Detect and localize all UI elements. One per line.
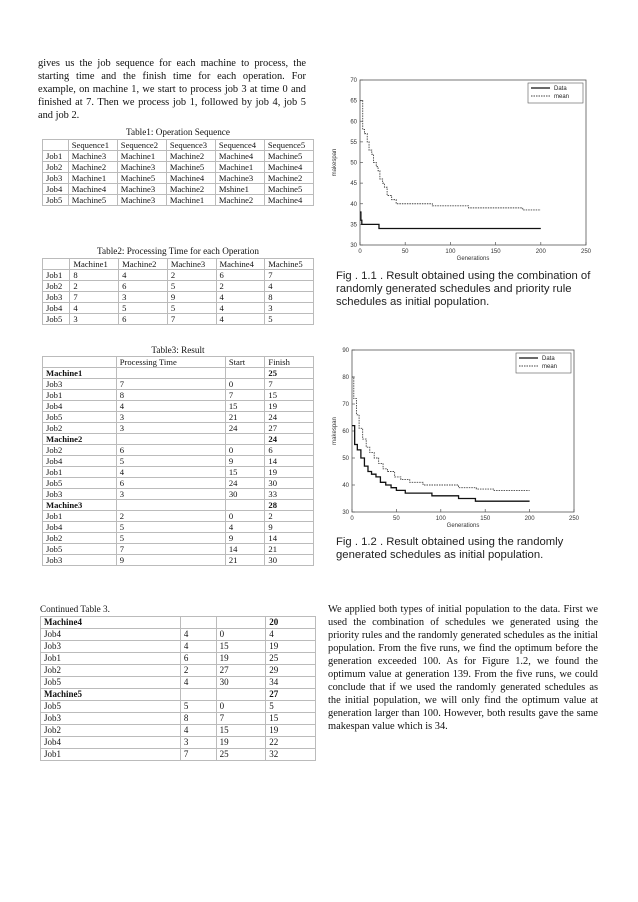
table-cell: 19 [266, 725, 316, 737]
table-cell: Machine3 [117, 195, 166, 206]
table-cell: Mshine1 [215, 184, 264, 195]
table-row [43, 173, 314, 184]
y-axis-label: makespan [332, 417, 338, 445]
table1 [42, 139, 314, 206]
table-header-row [43, 140, 314, 151]
table-cell: Machine4 [216, 259, 265, 270]
table-cell: Machine2 [166, 151, 215, 162]
table-row [43, 184, 314, 195]
table-cell: Job3 [43, 173, 69, 184]
table-cell: 9 [167, 292, 216, 303]
table-cell: Job1 [41, 749, 181, 761]
legend-entry: mean [542, 364, 558, 370]
table-cell: Machine3 [117, 184, 166, 195]
table-cell: 15 [216, 725, 266, 737]
table-cell: 19 [265, 401, 314, 412]
table-cell: Job1 [43, 390, 117, 401]
x-tick-label: 150 [480, 516, 491, 522]
table-cell [225, 434, 265, 445]
table-cell: Sequence1 [68, 140, 117, 151]
plot-area [352, 350, 574, 512]
table-cell: Job2 [43, 423, 117, 434]
table-cell: 4 [265, 281, 314, 292]
table-cell: Sequence2 [117, 140, 166, 151]
table-cell: 15 [216, 641, 266, 653]
x-tick-label: 200 [524, 516, 535, 522]
table-cell: Job3 [41, 641, 181, 653]
table-cell: Machine4 [264, 162, 313, 173]
table-cell: 27 [266, 689, 316, 701]
table-cell: Finish [265, 357, 314, 368]
table-row [43, 314, 314, 325]
table-cell: 2 [216, 281, 265, 292]
table-cell: 3 [265, 303, 314, 314]
table-cell: 15 [265, 390, 314, 401]
table2 [42, 258, 314, 325]
table-cell: Job3 [43, 379, 117, 390]
table-cell: Machine4 [41, 617, 181, 629]
table-cell: Processing Time [116, 357, 225, 368]
table-cell: 19 [265, 467, 314, 478]
table-cell: Job3 [43, 555, 117, 566]
table-cell: 34 [266, 677, 316, 689]
table-cell: 27 [265, 423, 314, 434]
table-cell: 21 [225, 555, 265, 566]
table-cell: Machine1 [43, 368, 117, 379]
table-cell: 7 [180, 749, 216, 761]
table-cell: Job5 [43, 544, 117, 555]
table-cell: 4 [180, 629, 216, 641]
table-row [43, 555, 314, 566]
y-tick-label: 30 [350, 243, 357, 249]
table-row [43, 511, 314, 522]
table-cell: 3 [119, 292, 168, 303]
table-cell: 4 [216, 292, 265, 303]
x-tick-label: 50 [393, 516, 400, 522]
table-cell: Job2 [43, 281, 70, 292]
figure-1-1-caption: Fig . 1.1 . Result obtained using the combination of randomly generated schedules and priority rule schedules as initial population. [336, 270, 591, 308]
table-cell: 5 [119, 303, 168, 314]
table-row [41, 665, 316, 677]
table-cell: 0 [216, 701, 266, 713]
table-cell: 5 [265, 314, 314, 325]
table-cell: 5 [116, 533, 225, 544]
table-cell: 25 [265, 368, 314, 379]
table-cell: 21 [225, 412, 265, 423]
table-cell: 3 [116, 412, 225, 423]
table2-caption: Table2: Processing Time for each Operation [97, 246, 259, 256]
table-cell [116, 368, 225, 379]
plot-area [360, 80, 586, 245]
x-tick-label: 150 [490, 249, 501, 255]
table-row [43, 303, 314, 314]
table-cell: Machine2 [166, 184, 215, 195]
table-cell: 3 [70, 314, 119, 325]
table-cell: 7 [167, 314, 216, 325]
x-tick-label: 0 [358, 249, 362, 255]
table-cell: Machine5 [265, 259, 314, 270]
table-cell: 4 [180, 725, 216, 737]
table-cell: Job5 [43, 412, 117, 423]
x-tick-label: 50 [401, 249, 409, 255]
y-tick-label: 40 [350, 201, 357, 208]
table-cell: 5 [116, 522, 225, 533]
table-cell: 20 [266, 617, 316, 629]
table-cell: 0 [216, 629, 266, 641]
table-cell: 6 [119, 314, 168, 325]
table3b-caption: Continued Table 3. [40, 604, 110, 614]
y-tick-label: 50 [350, 160, 357, 167]
table-cell: 5 [266, 701, 316, 713]
table-cell: Machine5 [264, 184, 313, 195]
table-cell: 24 [265, 434, 314, 445]
table-cell: Machine5 [117, 173, 166, 184]
table-cell: Machine2 [215, 195, 264, 206]
table-row [41, 725, 316, 737]
table-cell: Job2 [43, 162, 69, 173]
table-cell: 2 [70, 281, 119, 292]
table-cell: Sequence5 [264, 140, 313, 151]
table-cell: 28 [265, 500, 314, 511]
table-row [43, 533, 314, 544]
table-cell: Machine5 [41, 689, 181, 701]
table-cell: 6 [216, 270, 265, 281]
table-row [43, 379, 314, 390]
table-cell: 8 [180, 713, 216, 725]
table-header-row [43, 357, 314, 368]
table-row [43, 195, 314, 206]
table-cell: 4 [116, 401, 225, 412]
table-cell: 8 [70, 270, 119, 281]
table-cell: Machine5 [264, 151, 313, 162]
table-cell: 24 [225, 478, 265, 489]
table-cell: Job4 [41, 737, 181, 749]
table-cell: 15 [266, 713, 316, 725]
table-row [41, 653, 316, 665]
table-cell: Job2 [43, 445, 117, 456]
table-cell: 9 [225, 456, 265, 467]
table-cell: Machine3 [117, 162, 166, 173]
table-row [41, 617, 316, 629]
x-axis-label: Generations [456, 256, 490, 261]
table-row [41, 737, 316, 749]
table-cell: Job4 [43, 303, 70, 314]
table-cell [216, 689, 266, 701]
table-cell: 4 [266, 629, 316, 641]
table-cell: 25 [266, 653, 316, 665]
table-cell: 3 [116, 423, 225, 434]
table-cell: 22 [266, 737, 316, 749]
table-cell: 4 [70, 303, 119, 314]
table-cell: Job3 [43, 489, 117, 500]
table-cell: 2 [180, 665, 216, 677]
table-cell: 0 [225, 445, 265, 456]
table-row [43, 401, 314, 412]
table-cell: 33 [265, 489, 314, 500]
table-cell: 4 [116, 467, 225, 478]
legend-entry: mean [554, 94, 570, 100]
table-cell: 30 [265, 478, 314, 489]
table-row [43, 390, 314, 401]
x-tick-label: 250 [580, 249, 592, 255]
table-cell: 6 [116, 445, 225, 456]
table-cell: Machine1 [70, 259, 119, 270]
table-cell: 7 [116, 379, 225, 390]
table-row [43, 423, 314, 434]
table-row [43, 445, 314, 456]
table-cell [116, 434, 225, 445]
table-cell: 0 [225, 511, 265, 522]
y-tick-label: 45 [350, 181, 357, 188]
table-cell: 7 [265, 270, 314, 281]
table-cell: 6 [119, 281, 168, 292]
table-cell: Job1 [43, 511, 117, 522]
table-cell: 14 [265, 533, 314, 544]
table-cell: 3 [180, 737, 216, 749]
table-cell [43, 140, 69, 151]
legend-entry: Data [554, 86, 567, 92]
conclusion-paragraph: We applied both types of initial population to the data. First we used the combination of schedules we generated using the priority rules and the randomly generated schedules as the initial population. From the five runs, we find the optimum before the generation exceeded 100. As for Figure 1.2, we found the optimum value at generation 139. From the five runs, we could conclude that if we used the randomly generated schedules as the initial population, we will only find the optimum value at generation larger than 100. However, both results gave the same makespan value which is 34. [328, 604, 598, 732]
table-cell [216, 617, 266, 629]
table-cell: 5 [180, 701, 216, 713]
table-cell: Job1 [43, 467, 117, 478]
figure-1-2-chart [328, 344, 592, 530]
table-cell: 6 [180, 653, 216, 665]
table-row [43, 467, 314, 478]
table1-caption: Table1: Operation Sequence [126, 127, 230, 137]
table-row [43, 456, 314, 467]
table-row [43, 412, 314, 423]
y-axis-label: makespan [332, 148, 338, 177]
table-cell: Machine1 [68, 173, 117, 184]
table-row [43, 522, 314, 533]
table-cell: 9 [116, 555, 225, 566]
table-cell: Job4 [43, 522, 117, 533]
table-cell: 3 [116, 489, 225, 500]
table-cell: 2 [116, 511, 225, 522]
table-cell: 24 [265, 412, 314, 423]
table-cell: Job4 [43, 184, 69, 195]
table-cell: 7 [225, 390, 265, 401]
y-tick-label: 50 [342, 456, 349, 462]
table-cell: 6 [116, 478, 225, 489]
table-cell: 25 [216, 749, 266, 761]
y-tick-label: 70 [350, 78, 357, 84]
table-cell: Machine3 [68, 151, 117, 162]
table-cell: 2 [167, 270, 216, 281]
table-cell: 21 [265, 544, 314, 555]
table-row [41, 677, 316, 689]
table-cell: 8 [265, 292, 314, 303]
table-cell: Job1 [43, 270, 70, 281]
table-cell: Job1 [43, 151, 69, 162]
table-cell: 7 [265, 379, 314, 390]
x-tick-label: 200 [535, 249, 546, 255]
table-cell: Machine2 [43, 434, 117, 445]
table-cell: Job3 [43, 292, 70, 303]
y-tick-label: 55 [350, 139, 357, 146]
table-row [41, 749, 316, 761]
table-cell [116, 500, 225, 511]
table-cell: 2 [265, 511, 314, 522]
table-cell: 27 [216, 665, 266, 677]
table-cell [180, 617, 216, 629]
table-cell: Machine4 [68, 184, 117, 195]
figure-1-2-caption: Fig . 1.2 . Result obtained using the randomly generated schedules as initial population. [336, 536, 564, 561]
table-cell: 4 [216, 314, 265, 325]
table-cell: 5 [116, 456, 225, 467]
table-cell: Sequence4 [215, 140, 264, 151]
table-cell: Job5 [41, 677, 181, 689]
table-cell: 0 [225, 379, 265, 390]
table-cell: 24 [225, 423, 265, 434]
table-cell: Job2 [43, 533, 117, 544]
table-cell: Machine2 [264, 173, 313, 184]
table-row [43, 434, 314, 445]
table-cell: Machine2 [119, 259, 168, 270]
table-cell: Machine3 [215, 173, 264, 184]
table-row [43, 500, 314, 511]
table-row [43, 368, 314, 379]
table-cell: Job5 [43, 314, 70, 325]
table-row [43, 151, 314, 162]
intro-paragraph: gives us the job sequence for each machine to process, the starting time and the finish time for each operation. For example, on machine 1, we start to process job 3 at time 0 and finished at 7. Then we process job 1, followed by job 4, job 5 and job 2. [38, 58, 306, 121]
table-cell: Machine4 [166, 173, 215, 184]
table-cell: Job5 [43, 195, 69, 206]
table-cell: 29 [266, 665, 316, 677]
table-cell: Machine1 [166, 195, 215, 206]
table-cell: 15 [225, 467, 265, 478]
table-row [41, 689, 316, 701]
table-cell: 32 [266, 749, 316, 761]
table-cell: Job2 [41, 665, 181, 677]
table-cell: 19 [266, 641, 316, 653]
y-tick-label: 60 [342, 429, 349, 435]
table-cell [43, 357, 117, 368]
table-cell: Job5 [41, 701, 181, 713]
table-cell: 30 [225, 489, 265, 500]
table-cell: 7 [116, 544, 225, 555]
y-tick-label: 70 [342, 402, 349, 408]
table-row [41, 629, 316, 641]
y-tick-label: 40 [342, 483, 349, 489]
table-row [43, 270, 314, 281]
table-cell: 7 [216, 713, 266, 725]
table-cell: Job4 [43, 401, 117, 412]
table-cell: 5 [167, 281, 216, 292]
x-tick-label: 100 [435, 516, 446, 522]
x-axis-label: Generations [446, 523, 480, 529]
table-row [41, 713, 316, 725]
legend-entry: Data [542, 356, 555, 362]
y-tick-label: 35 [350, 222, 357, 229]
y-tick-label: 65 [350, 98, 357, 105]
table3-caption: Table3: Result [151, 345, 205, 355]
table-cell: 4 [180, 677, 216, 689]
y-tick-label: 90 [342, 348, 349, 354]
table3-continued [40, 616, 316, 761]
table-row [43, 489, 314, 500]
table-cell: 4 [180, 641, 216, 653]
table-row [41, 701, 316, 713]
table-cell: Job3 [41, 713, 181, 725]
table-cell: 9 [225, 533, 265, 544]
table-cell: Machine5 [68, 195, 117, 206]
table-cell [43, 259, 70, 270]
table-cell: Job5 [43, 478, 117, 489]
table-cell: Job4 [41, 629, 181, 641]
table-cell: 5 [167, 303, 216, 314]
table-cell: Machine1 [215, 162, 264, 173]
table-cell: 9 [265, 522, 314, 533]
table-cell: Job2 [41, 725, 181, 737]
y-tick-label: 30 [342, 510, 349, 516]
table-cell: 4 [225, 522, 265, 533]
x-tick-label: 100 [445, 249, 456, 255]
table-cell: 4 [216, 303, 265, 314]
y-tick-label: 80 [342, 375, 349, 381]
table-cell: 14 [265, 456, 314, 467]
table-row [43, 162, 314, 173]
table-cell: Machine5 [166, 162, 215, 173]
y-tick-label: 60 [350, 119, 357, 126]
table-cell [180, 689, 216, 701]
table-cell: Machine4 [215, 151, 264, 162]
table-cell: 15 [225, 401, 265, 412]
table-cell: Job4 [43, 456, 117, 467]
table-cell: Machine4 [264, 195, 313, 206]
table-cell: 8 [116, 390, 225, 401]
table-row [43, 292, 314, 303]
figure-1-1-chart [328, 76, 592, 261]
x-tick-label: 0 [350, 516, 354, 522]
table-row [43, 281, 314, 292]
table-cell: 30 [265, 555, 314, 566]
table-row [43, 544, 314, 555]
table-cell: 4 [119, 270, 168, 281]
table-cell: Machine3 [167, 259, 216, 270]
table-header-row [43, 259, 314, 270]
table-cell: Machine3 [43, 500, 117, 511]
table-cell: 14 [225, 544, 265, 555]
table-row [41, 641, 316, 653]
table-cell: 19 [216, 653, 266, 665]
table-cell: Sequence3 [166, 140, 215, 151]
table-cell: 30 [216, 677, 266, 689]
table-cell: Machine2 [68, 162, 117, 173]
table-cell: 19 [216, 737, 266, 749]
table-cell: Machine1 [117, 151, 166, 162]
table-row [43, 478, 314, 489]
table3 [42, 356, 314, 566]
table-cell: Job1 [41, 653, 181, 665]
table-cell: 6 [265, 445, 314, 456]
table-cell: 7 [70, 292, 119, 303]
x-tick-label: 250 [568, 516, 580, 522]
table-cell [225, 500, 265, 511]
table-cell: Start [225, 357, 265, 368]
table-cell [225, 368, 265, 379]
